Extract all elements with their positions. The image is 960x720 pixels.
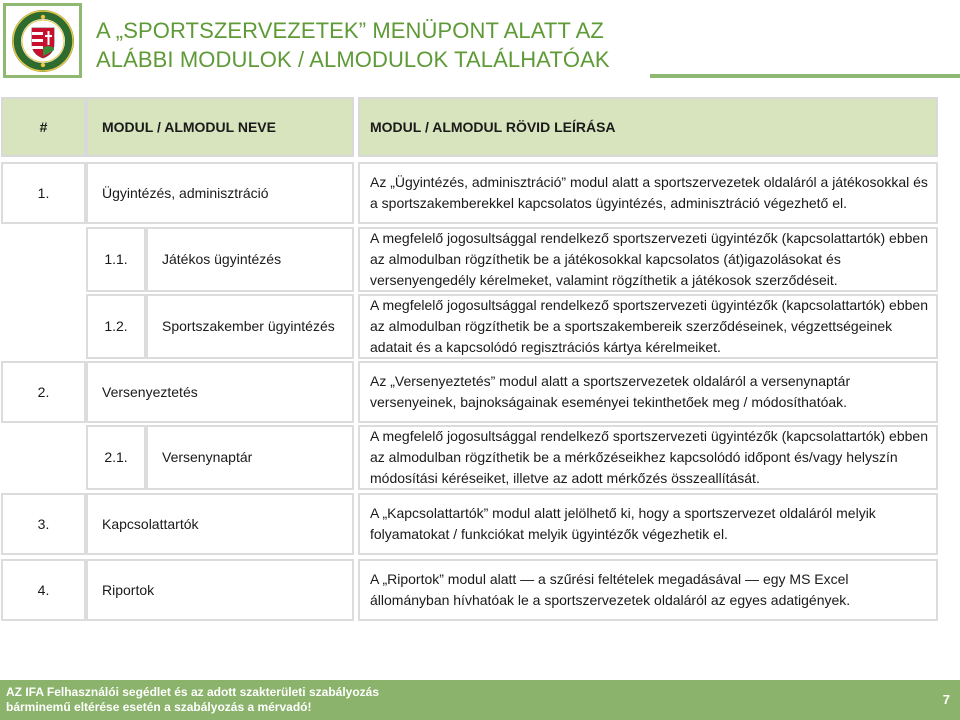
row-2-num-cell	[1, 361, 86, 423]
row-2-desc: Az „Versenyeztetés” modul alatt a sportszervezetek oldaláról a versenynaptár versenyeinek, bajnokságainak eseményei tekinthetőek meg / módosíthatóak.	[370, 373, 851, 410]
row-2-1-num: 2.1.	[104, 449, 128, 465]
row-1-1-num: 1.1.	[104, 251, 128, 267]
row-1-num: 1.	[37, 184, 50, 201]
row-4-name: Riportok	[102, 581, 155, 598]
row-3-name: Kapcsolattartók	[102, 515, 199, 532]
logo-frame	[3, 3, 82, 78]
slide-title-line-1: A „SPORTSZERVEZETEK” MENÜPONT ALATT AZ	[96, 18, 604, 43]
row-1-1-name-cell	[146, 227, 354, 292]
row-2-1-desc-cell	[358, 425, 938, 490]
row-1-2-name-cell	[146, 294, 354, 359]
row-1-name-cell	[86, 162, 354, 224]
row-3-num: 3.	[37, 515, 50, 532]
slide-title-line-2: ALÁBBI MODULOK / ALMODULOK TALÁLHATÓAK	[96, 47, 610, 72]
header-name-label: MODUL / ALMODUL NEVE	[102, 118, 276, 135]
row-4-name-cell	[86, 559, 354, 621]
row-1-desc: Az „Ügyintézés, adminisztráció” modul alatt a sportszervezetek oldaláról a játékosokkal és a sportszakemberekkel kapcsolatos ügyintézés, adminisztráció végezhető el.	[370, 174, 928, 211]
footer-line-1: AZ IFA Felhasználói segédlet és az adott szakterületi szabályozás	[6, 685, 380, 699]
row-2-name: Versenyeztetés	[102, 383, 198, 400]
row-2-num: 2.	[37, 383, 50, 400]
row-1-name: Ügyintézés, adminisztráció	[102, 184, 269, 201]
header-name-cell	[86, 97, 354, 157]
footer-line-2: bárminemű eltérése esetén a szabályozás a mérvadó!	[6, 700, 312, 714]
header-num-label: #	[39, 118, 48, 135]
row-1-num-cell	[1, 162, 86, 224]
row-4-num-cell	[1, 559, 86, 621]
header-num-cell	[1, 97, 86, 157]
row-2-1-name: Versenynaptár	[162, 449, 253, 465]
header-desc-label: MODUL / ALMODUL RÖVID LEÍRÁSA	[370, 118, 616, 135]
row-1-desc-cell	[358, 162, 938, 224]
row-3-num-cell	[1, 493, 86, 555]
row-1-1-desc: A megfelelő jogosultsággal rendelkező sportszervezeti ügyintézők (kapcsolattartók) ebben az almodulban rögzíthetik be a játékosokkal kapcsolatos (át)igazolásokat és versenyengedély kérelmeket, valamint rögzíthetik a játékosok szerződéseit.	[370, 230, 928, 288]
row-4-desc-cell	[358, 559, 938, 621]
row-1-2-desc: A megfelelő jogosultsággal rendelkező sportszervezeti ügyintézők (kapcsolattartók) ebben az almodulban rögzíthetik be a sportszakembereik szerződéseinek, végzettségeinek adatait és a kapcsolódó regisztrációs kártya kérelmeiket.	[370, 297, 928, 355]
row-2-name-cell	[86, 361, 354, 423]
row-2-1-desc: A megfelelő jogosultsággal rendelkező sportszervezeti ügyintézők (kapcsolattartók) ebben az almodulban rögzíthetik be a mérkőzéseikhez kapcsolódó időpont és/vagy helyszín módosítási kéréseiket, illetve az adott mérkőzés összeallítását.	[370, 428, 928, 486]
row-2-desc-cell	[358, 361, 938, 423]
row-1-2-name: Sportszakember ügyintézés	[162, 318, 335, 334]
row-1-2-desc-cell	[358, 294, 938, 359]
row-1-1-num-cell	[86, 227, 146, 292]
row-1-2-num: 1.2.	[104, 318, 128, 334]
row-2-1-num-cell	[86, 425, 146, 490]
row-2-1-name-cell	[146, 425, 354, 490]
page-number: 7	[942, 692, 950, 707]
row-3-name-cell	[86, 493, 354, 555]
row-3-desc: A „Kapcsolattartók” modul alatt jelölhető ki, hogy a sportszervezet oldaláról melyik folyamatokat / funkciókat melyik ügyintézők végezhetik el.	[370, 505, 876, 542]
footer-bar	[0, 680, 960, 720]
footer-disclaimer	[6, 685, 379, 715]
header-desc-cell	[358, 97, 938, 157]
row-4-desc: A „Riportok” modul alatt — a szűrési feltételek megadásával — egy MS Excel állományban hívhatóak le a sportszervezetek oldaláról az egyes adatigények.	[370, 571, 851, 608]
row-1-2-num-cell	[86, 294, 146, 359]
row-3-desc-cell	[358, 493, 938, 555]
row-1-1-name: Játékos ügyintézés	[162, 251, 282, 267]
federation-crest-icon	[10, 8, 76, 74]
slide-title	[96, 16, 656, 74]
row-1-1-desc-cell	[358, 227, 938, 292]
row-4-num: 4.	[37, 581, 50, 598]
title-underline	[650, 74, 960, 78]
